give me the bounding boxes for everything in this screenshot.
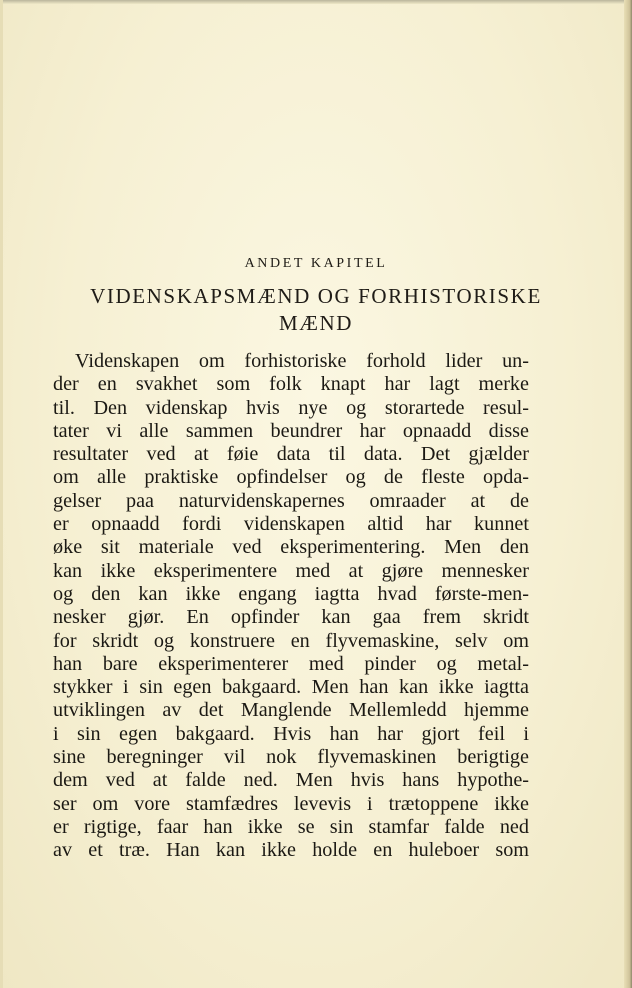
text-line: tater vi alle sammen beundrer har opnaadd disse — [53, 419, 529, 442]
text-line: Videnskapen om forhistoriske forhold lider un- — [75, 350, 529, 372]
text-line: er opnaadd fordi videnskapen altid har kunnet — [53, 513, 529, 536]
text-line: nesker gjør. En opfinder kan gaa frem skridt — [53, 606, 529, 629]
text-line: kan ikke eksperimentere med at gjøre mennesker — [53, 559, 529, 582]
text-line: gelser paa naturvidenskapernes omraader at de — [53, 489, 529, 512]
chapter-title-line: MÆND — [278, 311, 354, 335]
text-line: stykker i sin egen bakgaard. Men han kan ikke iagtta — [53, 676, 529, 699]
text-line: sine beregninger vil nok flyvemaskinen berigtige — [53, 746, 529, 769]
text-line: dem ved at falde ned. Men hvis hans hypothe- — [53, 769, 529, 792]
page-right-edge — [624, 0, 632, 988]
text-line: resultater ved at føie data til data. Det gjælder — [53, 443, 529, 466]
text-line: og den kan ikke engang iagtta hvad første-men- — [53, 582, 529, 605]
chapter-title — [40, 283, 592, 337]
text-line: av et træ. Han kan ikke holde en huleboer som — [53, 839, 529, 862]
text-line: ser om vore stamfædres levevis i trætoppene ikke — [53, 792, 529, 815]
chapter-label: ANDET KAPITEL — [244, 256, 388, 271]
text-line: øke sit materiale ved eksperimentering. Men den — [53, 536, 529, 559]
text-line: er rigtige, faar han ikke se sin stamfar falde ned — [53, 815, 529, 838]
text-line: til. Den videnskap hvis nye og storartede resul- — [53, 396, 529, 419]
page-left-edge — [0, 0, 3, 988]
page-top-edge — [0, 0, 632, 4]
text-line: der en svakhet som folk knapt har lagt merke — [53, 373, 529, 396]
text-line: utviklingen av det Manglende Mellemledd hjemme — [53, 699, 529, 722]
text-line: om alle praktiske opfindelser og de fleste opda- — [53, 466, 529, 489]
text-line: for skridt og konstruere en flyvemaskine, selv om — [53, 629, 529, 652]
text-line: i sin egen bakgaard. Hvis han har gjort feil i — [53, 722, 529, 745]
chapter-title-line: VIDENSKAPSMÆND OG FORHISTORISKE — [90, 284, 542, 308]
body-text — [53, 350, 529, 863]
text-line: han bare eksperimenterer med pinder og metal- — [53, 652, 529, 675]
